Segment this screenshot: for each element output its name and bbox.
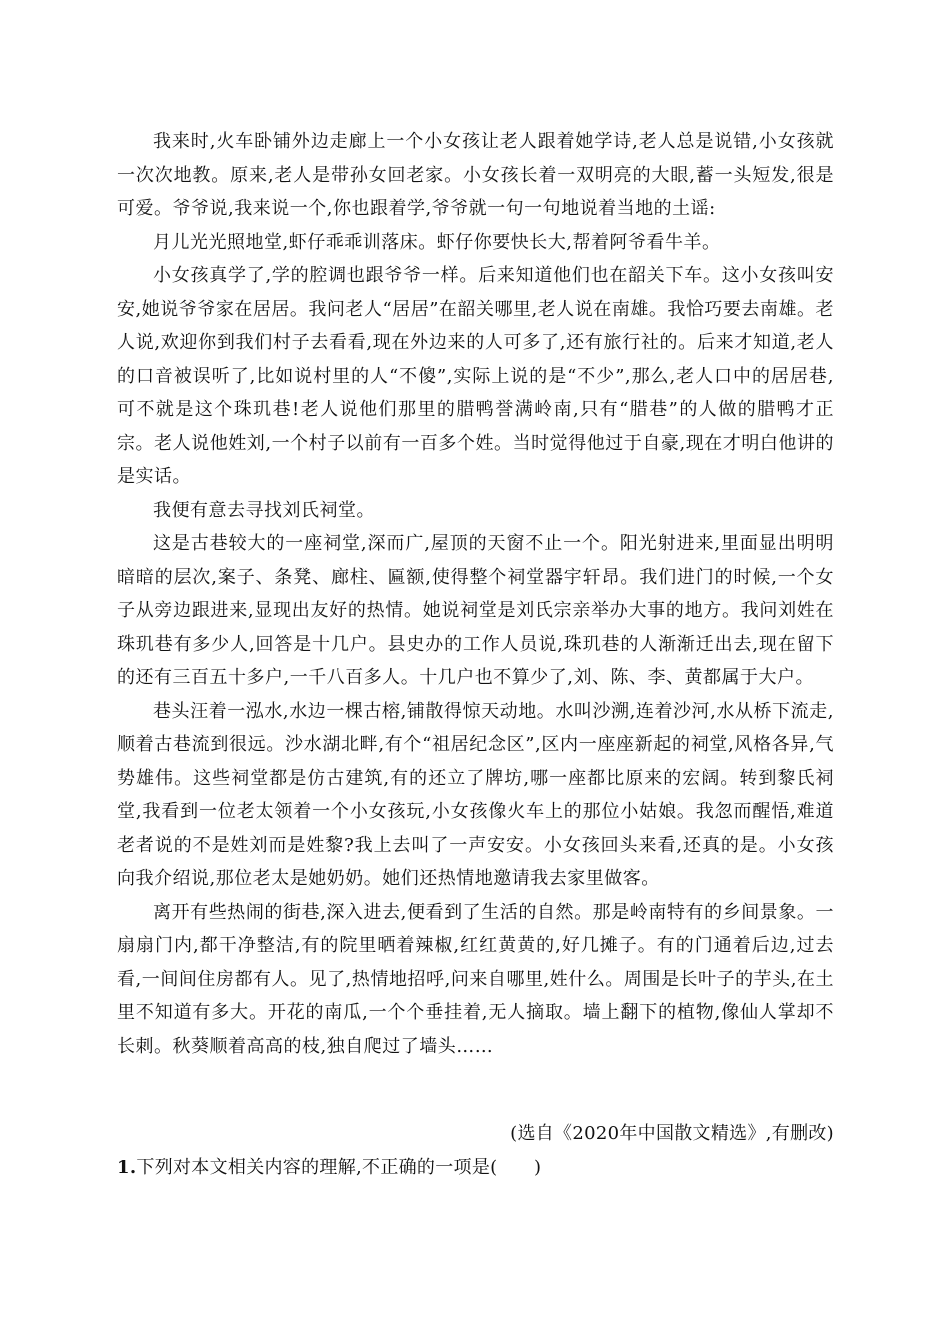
paragraph-folk-rhyme: 月儿光光照地堂,虾仔乖乖训落床。虾仔你要快长大,帮着阿爷看牛羊。 [153, 231, 721, 253]
question-number: 1. [117, 1157, 137, 1178]
paragraph-seek-ancestral-hall: 我便有意去寻找刘氏祠堂。 [153, 499, 375, 521]
paragraph-girl-anan: 小女孩真学了,学的腔调也跟爷爷一样。后来知道他们也在韶关下车。这小女孩叫安安,她说爷爷家在居居。我问老人“居居”在韶关哪里,老人说在南雄。我恰巧要去南雄。老人说,欢迎你到我们村子去看看,现在外边来的人可多了,还有旅行社的。后来才知道,老人的口音被误听了,比如说村里的人“不傻”,实际上说的是“不少”,那么,老人口中的居居巷,可不就是这个珠玑巷!老人说他们那里的腊鸭誉满岭南,只有“腊巷”的人做的腊鸭才正宗。老人说他姓刘,一个村子以前有一百多个姓。当时觉得他过于自豪,现在才明白他讲的是实话。 [117, 265, 834, 487]
paragraph-train-scene: 我来时,火车卧铺外边走廊上一个小女孩让老人跟着她学诗,老人总是说错,小女孩就一次次地教。原来,老人是带孙女回老家。小女孩长着一双明亮的大眼,蓄一头短发,很是可爱。爷爷说,我来说一个,你也跟着学,爷爷就一句一句地说着当地的土谣: [117, 131, 834, 219]
question-text: 下列对本文相关内容的理解,不正确的一项是( ) [136, 1157, 542, 1178]
paragraph-rural-scenery: 离开有些热闹的街巷,深入进去,便看到了生活的自然。那是岭南特有的乡间景象。一扇扇门内,都干净整洁,有的院里晒着辣椒,红红黄黄的,好几摊子。有的门通着后边,过去看,一间间住房都有人。见了,热情地招呼,问来自哪里,姓什么。周围是长叶子的芋头,在土里不知道有多大。开花的南瓜,一个个垂挂着,无人摘取。墙上翻下的植物,像仙人掌却不长刺。秋葵顺着高高的枝,独自爬过了墙头…… [117, 901, 834, 1057]
paragraph-liu-ancestral-hall: 这是古巷较大的一座祠堂,深而广,屋顶的天窗不止一个。阳光射进来,里面显出明明暗暗的层次,案子、条凳、廊柱、匾额,使得整个祠堂器宇轩昂。我们进门的时候,一个女子从旁边跟进来,显现出友好的热情。她说祠堂是刘氏宗亲举办大事的地方。我问刘姓在珠玑巷有多少人,回答是十几户。县史办的工作人员说,珠玑巷的人渐渐迁出去,现在留下的还有三百五十多户,一千八百多人。十几户也不算少了,刘、陈、李、黄都属于大户。 [117, 533, 834, 688]
article-body [117, 125, 834, 1063]
paragraph-lane-head-water: 巷头汪着一泓水,水边一棵古榕,铺散得惊天动地。水叫沙溯,连着沙河,水从桥下流走,顺着古巷流到很远。沙水湖北畔,有个“祖居纪念区”,区内一座座新起的祠堂,风格各异,气势雄伟。这些祠堂都是仿古建筑,有的还立了牌坊,哪一座都比原来的宏阔。转到黎氏祠堂,我看到一位老太领着一个小女孩玩,小女孩像火车上的那位小姑娘。我忽而醒悟,难道老者说的不是姓刘而是姓黎?我上去叫了一声安安。小女孩回头来看,还真的是。小女孩向我介绍说,那位老太是她奶奶。她们还热情地邀请我去家里做客。 [117, 700, 834, 889]
question-1 [117, 1153, 541, 1183]
source-citation: (选自《2020年中国散文精选》,有删改) [510, 1123, 834, 1144]
